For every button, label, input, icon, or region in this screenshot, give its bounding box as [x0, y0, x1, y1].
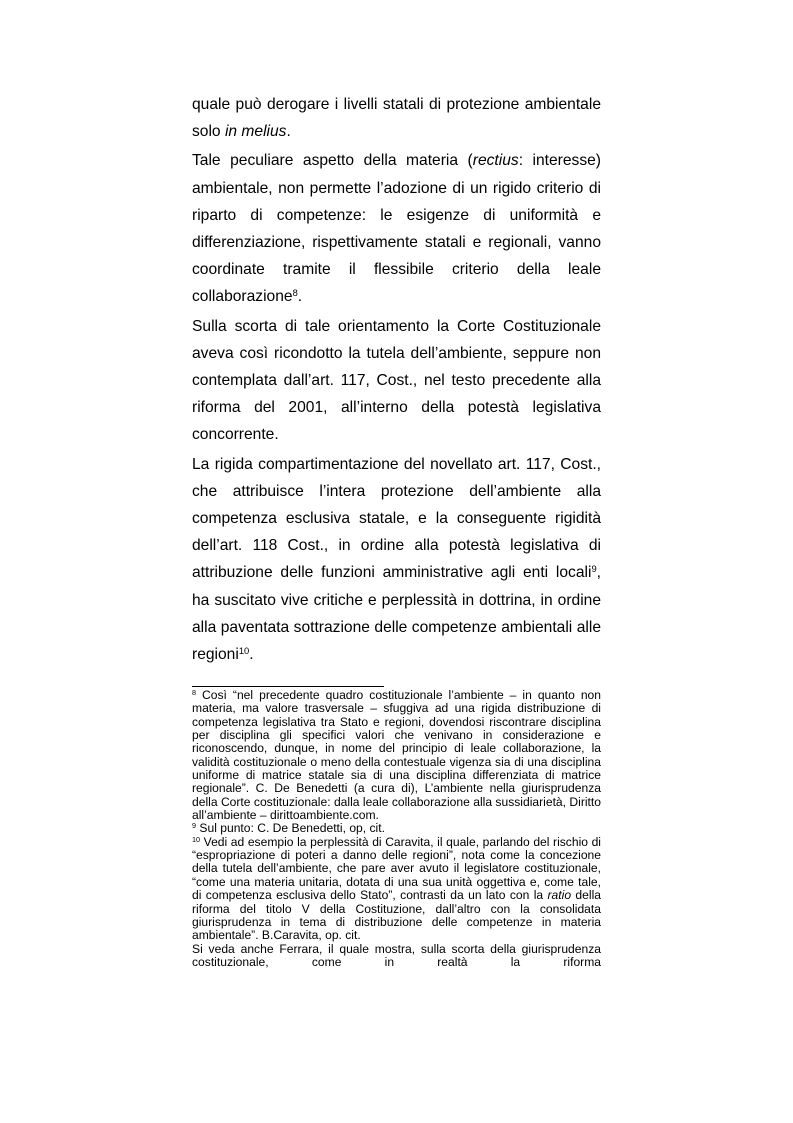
footnote-ref-10[interactable]: 10: [238, 645, 250, 656]
footnote-ref-8[interactable]: 8: [292, 288, 298, 299]
footnote-8: $^8$ Così “nel precedente quadro costituzionale l’ambiente – in quanto non materia, ma valore trasversale – sfuggiva ad una rigida distribuzione di competenza legislativa tra Stato e regioni, dovendosi riscontrare disciplina per disciplina gli specifici valori che venivano in considerazione e riconoscendo, dunque, in nome del principio di leale collaborazione, la validità costituzionale o meno della contestuale vigenza sia di una disciplina uniforme di matrice statale sia di una disciplina differenziata di matrice regionale”. C. De Benedetti (a cura di), L’ambiente nella giurisprudenza della Corte costituzionale: dalla leale collaborazione alla sussidiarietà, Diritto all’ambiente – dirittoambiente.com.: [192, 688, 601, 823]
paragraph: Sulla scorta di tale orientamento la Corte Costituzionale aveva così ricondotto la tutela dell’ambiente, seppure non contemplata dall’art. 117, Cost., nel testo precedente alla riforma del 2001, all’interno della potestà legislativa concorrente.: [192, 317, 601, 444]
footnote-9: $^9$ Sul punto: C. De Benedetti, op, cit.: [192, 821, 385, 836]
paragraph: La rigida compartimentazione del novellato art. 117, Cost., che attribuisce l’intera protezione dell’ambiente alla competenza esclusiva statale, e la conseguente rigidità dell’art. 118 Cost., in ordine alla potestà legislativa di attribuzione delle funzioni amministrative agli enti locali$^9$, ha suscitato vive critiche e perplessità in dottrina, in ordine alla paventata sottrazione delle competenze ambientali alle regioni$^{10}$.: [192, 455, 601, 664]
footnote-ref-9[interactable]: 9: [591, 564, 597, 575]
paragraph: quale può derogare i livelli statali di protezione ambientale solo in melius.: [192, 96, 601, 141]
footnote-10: $^{10}$ Vedi ad esempio la perplessità di Caravita, il quale, parlando del rischio di “espropriazione di poteri a danno delle regioni”, nota come la concezione della tutela dell’ambiente, che pare aver avuto il legislatore costituzionale, “come una materia unitaria, dotata di una sua unità oggettiva e, come tale, di competenza esclusiva dello Stato”, contrasti da un lato con la ratio della riforma del titolo V della Costituzione, dall’altro con la consolidata giurisprudenza in tema di distribuzione delle competenze in materia ambientale”. B.Caravita, op. cit.: [192, 834, 601, 943]
footnote-number: 10: [192, 834, 201, 844]
paragraph: Tale peculiare aspetto della materia (rectius: interesse) ambientale, non permette l’adozione di un rigido criterio di riparto di competenze: le esigenze di uniformità e differenziazione, rispettivamente statali e regionali, vanno coordinate tramite il flessibile criterio della leale collaborazione$^8$.: [192, 152, 601, 306]
body-text: [192, 91, 601, 668]
footnote-number: 8: [192, 688, 197, 698]
footnote-continuation: Si veda anche Ferrara, il quale mostra, sulla scorta della giurisprudenza costituzionale, come in realtà la riforma: [192, 941, 601, 969]
footnote-number: 9: [192, 821, 197, 831]
footnote-separator: [192, 686, 384, 687]
footnotes: [192, 689, 601, 969]
